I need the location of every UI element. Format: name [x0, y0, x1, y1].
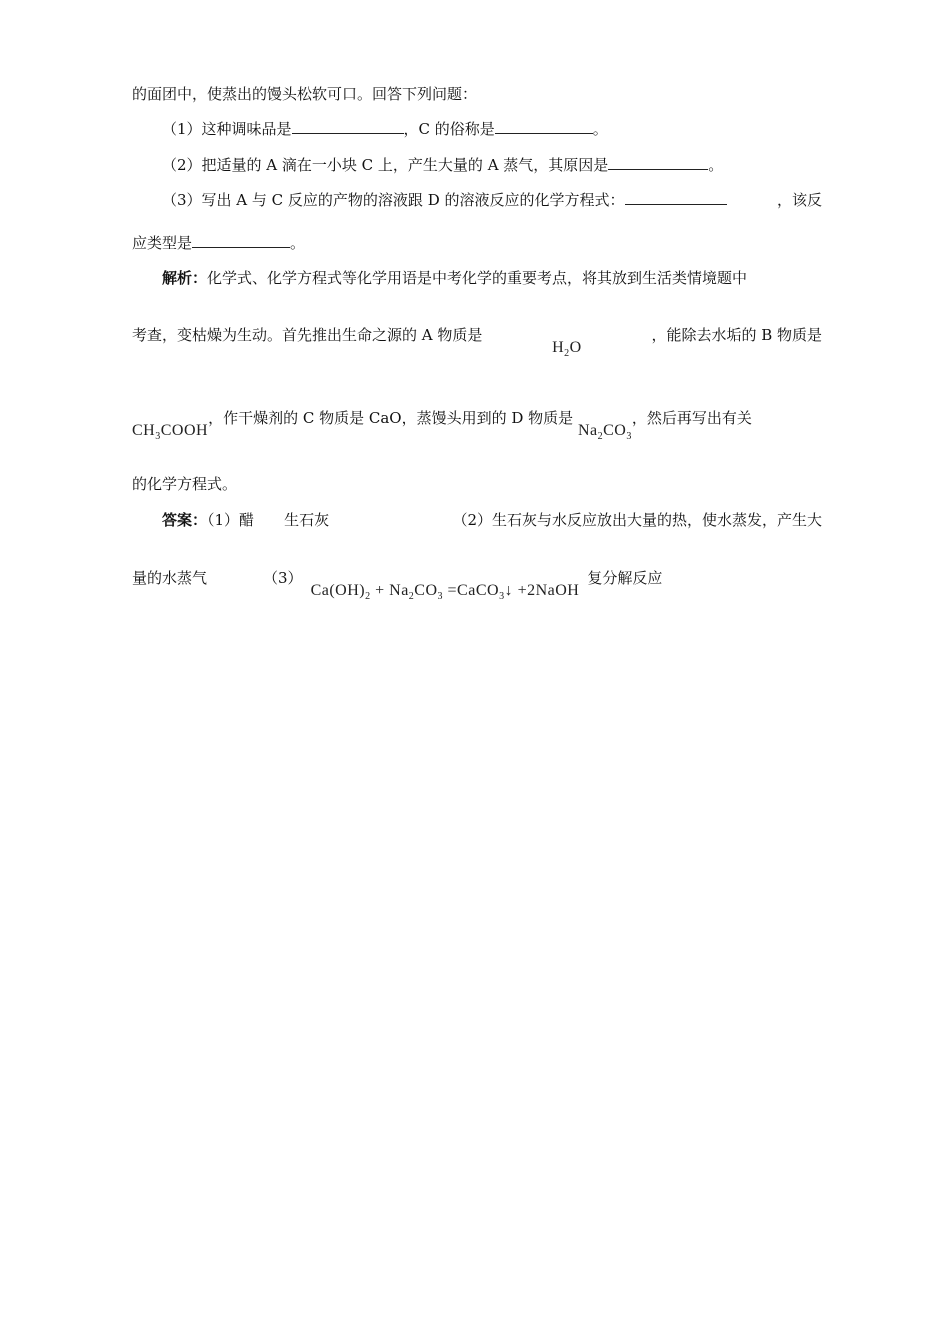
formula-ch3cooh: $CH_3COOH$ — [132, 422, 209, 442]
answer-part-2: 生石灰 — [284, 511, 330, 529]
answer-blank — [192, 233, 290, 248]
analysis-text-2b: ，能除去水垢的 B 物质是 — [651, 326, 822, 344]
question-3-text-c: 应类型是 — [132, 234, 193, 252]
analysis-text-2a: 考查，变枯燥为生动。首先推出生命之源的 A 物质是 — [132, 326, 483, 344]
question-1-text-a: （1）这种调味品是 — [162, 120, 292, 138]
formula-h2o: $H_2O$ — [552, 339, 582, 359]
formula-equation: $Ca(OH)_2 + Na_2CO_3$ =CaCO$_3$↓ +2NaOH — [310, 582, 580, 602]
answer-part-3: （2）生石灰与水反应放出大量的热，使水蒸发，产生大 — [452, 511, 822, 529]
question-3-text-d: 。 — [290, 234, 306, 252]
answer-label: 答案： — [162, 511, 208, 529]
answer-part-1: （1）醋 — [207, 511, 255, 529]
question-1-text-b: ，C 的俗称是 — [403, 120, 495, 138]
question-3-text-a: （3）写出 A 与 C 反应的产物的溶液跟 D 的溶液反应的化学方程式： — [162, 191, 625, 209]
answer-blank — [608, 155, 708, 170]
answer-blank — [495, 119, 593, 134]
answer-part-4: 量的水蒸气 — [132, 569, 208, 587]
analysis-line-3 — [132, 408, 822, 442]
question-3 — [162, 190, 822, 210]
analysis-text-1: 化学式、化学方程式等化学用语是中考化学的重要考点，将其放到生活类情境题中 — [207, 269, 748, 287]
question-2-text-a: （2）把适量的 A 滴在一小块 C 上，产生大量的 A 蒸气，其原因是 — [162, 156, 609, 174]
analysis-line-4: 的化学方程式。 — [132, 475, 238, 493]
question-3-text-b: ，该反 — [776, 191, 822, 209]
answer-line-1 — [162, 510, 822, 530]
question-1 — [162, 119, 822, 139]
analysis-text-3a: ，作干燥剂的 C 物质是 CaO，蒸馒头用到的 D 物质是 — [208, 409, 574, 427]
question-3-continued — [132, 233, 822, 253]
answer-line-2 — [132, 568, 822, 602]
answer-part-5: （3） — [263, 569, 303, 587]
question-2 — [162, 155, 822, 175]
analysis-text-3b: ，然后再写出有关 — [631, 409, 752, 427]
answer-blank — [292, 119, 404, 134]
question-1-text-c: 。 — [592, 120, 608, 138]
formula-na2co3: $Na_2CO_3$ — [577, 422, 632, 442]
question-2-text-b: 。 — [708, 156, 724, 174]
analysis-line-2 — [132, 325, 822, 359]
analysis-line-1 — [162, 268, 822, 288]
analysis-label: 解析： — [162, 269, 208, 287]
answer-part-6: 复分解反应 — [587, 569, 663, 587]
answer-blank — [625, 190, 727, 205]
intro-text: 的面团中，使蒸出的馒头松软可口。回答下列问题： — [132, 85, 478, 103]
